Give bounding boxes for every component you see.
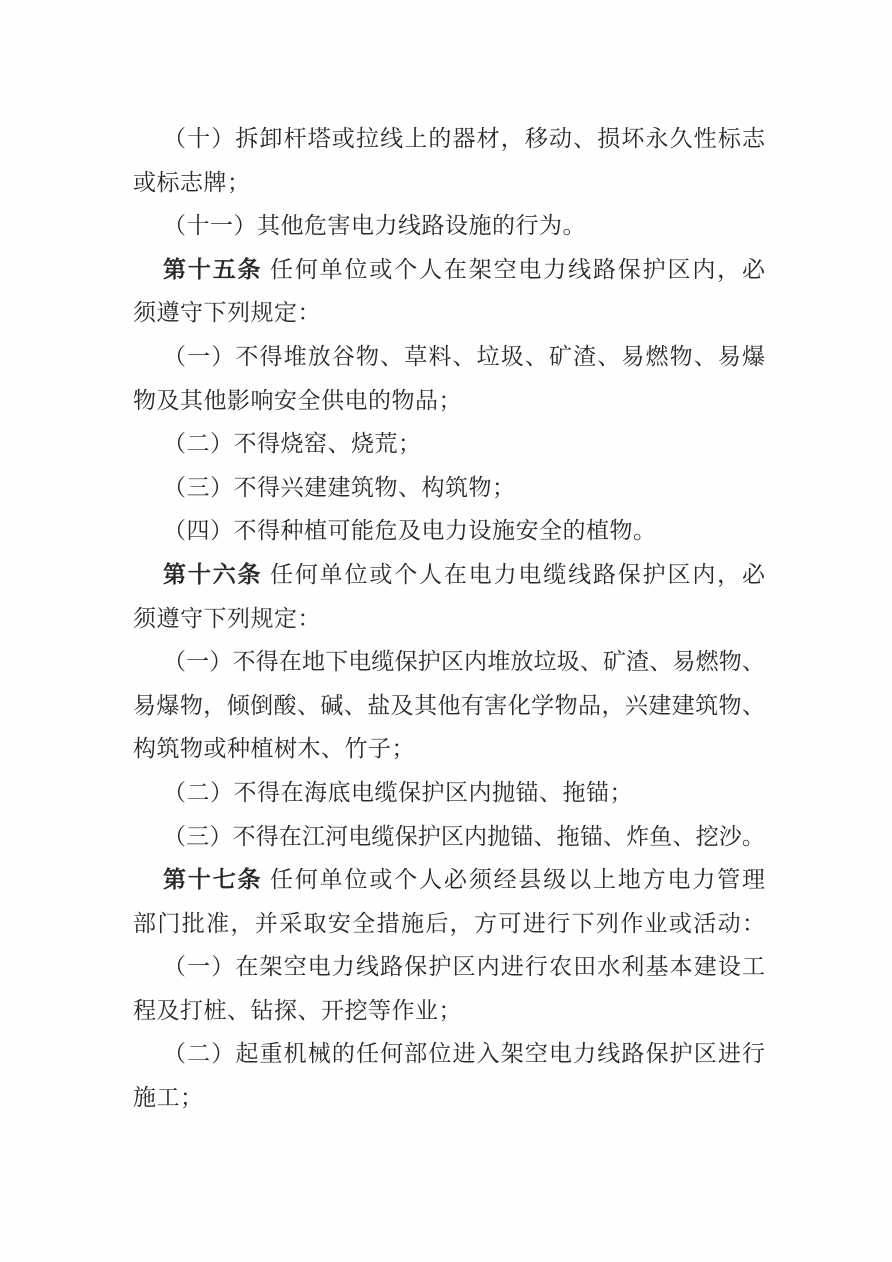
- document-text-block: [133, 117, 765, 1120]
- document-line: 构筑物或种植树木、竹子；: [133, 736, 415, 762]
- document-line: 须遵守下列规定：: [133, 605, 321, 631]
- document-line: （ 一 ） 在 架 空 电 力 线 路 保 护 区 内 进 行 农 田 水 利 基 本 建 设 工: [163, 954, 765, 980]
- document-line: （三）不得兴建建筑物、构筑物；: [163, 474, 516, 500]
- document-line: 施工；: [133, 1085, 204, 1111]
- document-line: （ 一 ） 不 得 堆 放 谷 物 、 草 料 、 垃 圾 、 矿 渣 、 易 燃 物 、 易 爆: [163, 343, 765, 369]
- document-line: 或标志牌；: [133, 169, 251, 195]
- document-line: （十一）其他危害电力线路设施的行为。: [163, 213, 586, 239]
- document-line: 物及其他影响安全供电的物品；: [133, 387, 462, 413]
- document-line: （二）不得在海底电缆保护区内抛锚、拖锚；: [163, 779, 633, 805]
- document-line: 第 十 五 条 任 何 单 位 或 个 人 在 架 空 电 力 线 路 保 护 区 内 ， 必: [163, 256, 765, 282]
- document-line: （ 一 ） 不 得 在 地 下 电 缆 保 护 区 内 堆 放 垃 圾 、 矿 渣 、 易 燃 物 、: [163, 649, 765, 675]
- document-line: 部 门 批 准 ， 并 采 取 安 全 措 施 后 ， 方 可 进 行 下 列 作 业 或 活 动 ：: [133, 910, 765, 936]
- document-line: 程及打桩、钻探、开挖等作业；: [133, 997, 462, 1023]
- document-line: 第 十 七 条 任 何 单 位 或 个 人 必 须 经 县 级 以 上 地 方 电 力 管 理: [163, 867, 765, 893]
- document-line: 第 十 六 条 任 何 单 位 或 个 人 在 电 力 电 缆 线 路 保 护 区 内 ， 必: [163, 561, 765, 587]
- document-line: （ 二 ） 起 重 机 械 的 任 何 部 位 进 入 架 空 电 力 线 路 保 护 区 进 行: [163, 1041, 765, 1067]
- document-line: 须遵守下列规定：: [133, 300, 321, 326]
- document-line: （ 三 ） 不 得 在 江 河 电 缆 保 护 区 内 抛 锚 、 拖 锚 、 炸 鱼 、 挖 沙 。: [163, 823, 765, 849]
- document-line: （四）不得种植可能危及电力设施安全的植物。: [163, 518, 657, 544]
- document-line: （ 十 ） 拆 卸 杆 塔 或 拉 线 上 的 器 材 ， 移 动 、 损 坏 永 久 性 标 志: [163, 126, 765, 151]
- document-line: 易 爆 物 ， 倾 倒 酸 、 碱 、 盐 及 其 他 有 害 化 学 物 品 ， 兴 建 建 筑 物 、: [133, 692, 765, 718]
- document-line: （二）不得烧窑、烧荒；: [163, 431, 422, 457]
